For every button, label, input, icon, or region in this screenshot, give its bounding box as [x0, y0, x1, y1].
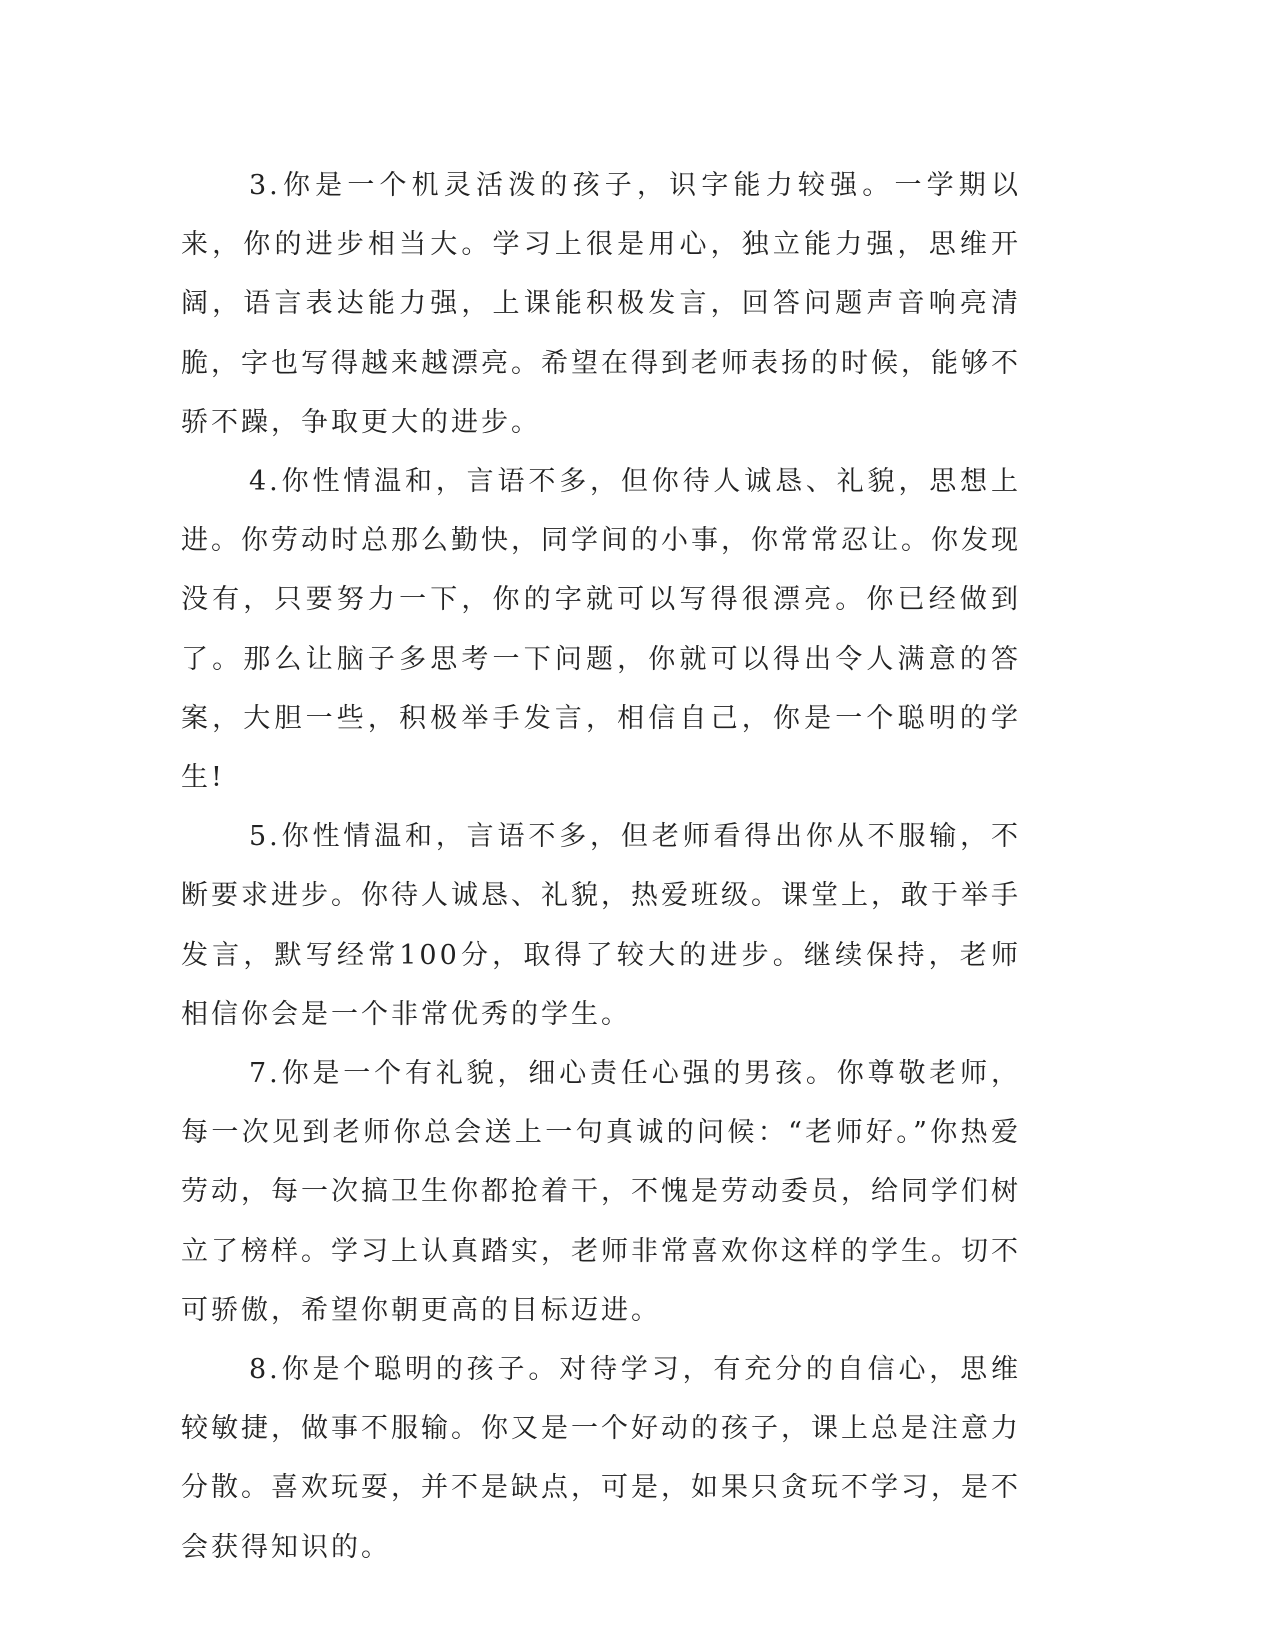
document-body	[181, 156, 1021, 1577]
comment-paragraph-4: 4.你性情温和，言语不多，但你待人诚恳、礼貌，思想上进。你劳动时总那么勤快，同学间的小事，你常常忍让。你发现没有，只要努力一下，你的字就可以写得很漂亮。你已经做到了。那么让脑子多思考一下问题，你就可以得出令人满意的答案，大胆一些，积极举手发言，相信自己，你是一个聪明的学生!	[181, 466, 1021, 794]
comment-paragraph-5: 5.你性情温和，言语不多，但老师看得出你从不服输，不断要求进步。你待人诚恳、礼貌，热爱班级。课堂上，敢于举手发言，默写经常100分，取得了较大的进步。继续保持，老师相信你会是一个非常优秀的学生。	[181, 821, 1021, 1030]
comment-paragraph-7: 7.你是一个有礼貌，细心责任心强的男孩。你尊敬老师，每一次见到老师你总会送上一句真诚的问候：“老师好。”你热爱劳动，每一次搞卫生你都抢着干，不愧是劳动委员，给同学们树立了榜样。学习上认真踏实，老师非常喜欢你这样的学生。切不可骄傲，希望你朝更高的目标迈进。	[181, 1058, 1021, 1326]
comment-paragraph-3: 3.你是一个机灵活泼的孩子，识字能力较强。一学期以来，你的进步相当大。学习上很是用心，独立能力强，思维开阔，语言表达能力强，上课能积极发言，回答问题声音响亮清脆，字也写得越来越漂亮。希望在得到老师表扬的时候，能够不骄不躁，争取更大的进步。	[181, 170, 1021, 438]
comment-paragraph-8: 8.你是个聪明的孩子。对待学习，有充分的自信心，思维较敏捷，做事不服输。你又是一个好动的孩子，课上总是注意力分散。喜欢玩耍，并不是缺点，可是，如果只贪玩不学习，是不会获得知识的。	[181, 1354, 1021, 1563]
